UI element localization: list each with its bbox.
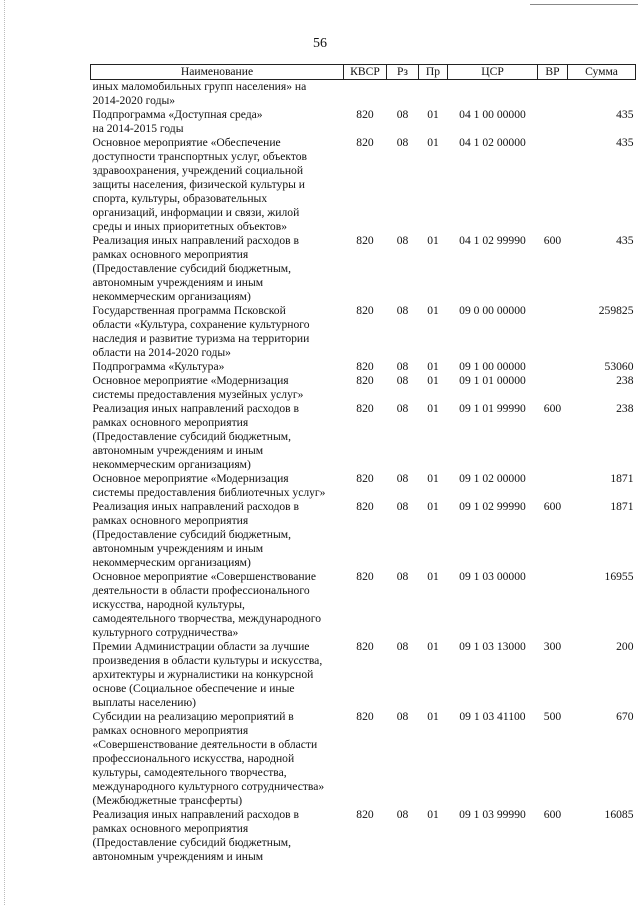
row-name-line: (Предоставление субсидий бюджетным, xyxy=(92,836,291,849)
row-kvsr-cell: 820 xyxy=(356,500,374,513)
row-sum-cell: 238 xyxy=(616,374,634,387)
row-name-cell xyxy=(91,570,344,640)
row-name-line: деятельности в области профессионального xyxy=(92,584,310,597)
row-csr-cell: 09 1 03 13000 xyxy=(459,640,526,653)
row-csr-cell xyxy=(448,80,538,109)
row-name-line: области на 2014-2020 годы» xyxy=(92,346,231,359)
row-vr-cell xyxy=(538,108,568,136)
row-name-line: основе (Социальное обеспечение и иные xyxy=(92,682,295,695)
table-row xyxy=(91,234,636,304)
row-sum-cell: 238 xyxy=(616,402,634,415)
row-csr-cell: 09 1 02 99990 xyxy=(459,500,526,513)
row-name-line: Реализация иных направлений расходов в xyxy=(92,500,299,513)
row-rz-cell: 08 xyxy=(396,500,409,513)
row-kvsr-cell: 820 xyxy=(356,640,374,653)
row-name-line: Реализация иных направлений расходов в xyxy=(92,808,299,821)
row-name-line: культурного сотрудничества» xyxy=(92,626,239,639)
row-pr-cell: 01 xyxy=(427,402,439,415)
table-row xyxy=(91,640,636,710)
row-name-line: Субсидии на реализацию мероприятий в xyxy=(92,710,294,723)
row-name-cell xyxy=(91,374,344,402)
row-name-line: профессионального искусства, народной xyxy=(92,752,295,765)
row-pr-cell: 01 xyxy=(427,710,439,723)
row-vr-cell xyxy=(538,570,568,640)
row-rz-cell: 08 xyxy=(396,402,409,415)
row-name-line: на 2014-2015 годы xyxy=(92,122,184,135)
row-csr-cell: 09 1 01 00000 xyxy=(459,374,526,387)
row-rz-cell xyxy=(387,80,419,109)
row-vr-cell: 600 xyxy=(543,234,562,247)
row-name-line: Основное мероприятие «Совершенствование xyxy=(92,570,316,583)
row-name-line: некоммерческим организациям) xyxy=(92,458,251,471)
page-number: 56 xyxy=(313,36,327,51)
row-name-line: рамках основного мероприятия xyxy=(92,514,249,527)
table-row xyxy=(91,710,636,808)
table-row xyxy=(91,402,636,472)
row-rz-cell: 08 xyxy=(396,570,409,583)
row-csr-cell: 04 1 02 99990 xyxy=(459,234,526,247)
row-kvsr-cell: 820 xyxy=(356,304,374,317)
row-name-line: автономным учреждениям и иным xyxy=(92,542,264,555)
row-kvsr-cell: 820 xyxy=(356,472,374,485)
row-name-line: Основное мероприятие «Обеспечение xyxy=(92,136,281,149)
row-pr-cell xyxy=(419,80,448,109)
row-name-line: самодеятельного творчества, международного xyxy=(92,612,322,625)
row-kvsr-cell xyxy=(344,80,387,109)
row-vr-cell xyxy=(538,374,568,402)
row-vr-cell xyxy=(538,136,568,234)
row-kvsr-cell: 820 xyxy=(356,108,374,121)
row-sum-cell: 53060 xyxy=(604,360,634,373)
header-csr: ЦСР xyxy=(448,65,538,80)
table-header-row xyxy=(91,65,636,80)
row-name-line: системы предоставления музейных услуг» xyxy=(92,388,304,401)
row-csr-cell: 09 1 02 00000 xyxy=(459,472,526,485)
row-sum-cell: 259825 xyxy=(598,304,634,317)
row-vr-cell: 600 xyxy=(543,808,562,821)
row-kvsr-cell: 820 xyxy=(356,234,374,247)
row-name-line: Реализация иных направлений расходов в xyxy=(92,234,299,247)
row-pr-cell: 01 xyxy=(427,360,439,373)
row-csr-cell: 09 1 00 00000 xyxy=(459,360,526,373)
row-name-line: культуры, самодеятельного творчества, xyxy=(92,766,287,779)
row-name-line: (Межбюджетные трансферты) xyxy=(92,794,243,807)
row-sum-cell: 200 xyxy=(616,640,634,653)
row-sum-cell: 1871 xyxy=(610,500,634,513)
row-name-line: (Предоставление субсидий бюджетным, xyxy=(92,528,291,541)
row-kvsr-cell: 820 xyxy=(356,570,374,583)
table-row xyxy=(91,500,636,570)
table-row xyxy=(91,80,636,109)
row-pr-cell: 01 xyxy=(427,374,439,387)
row-name-line: (Предоставление субсидий бюджетным, xyxy=(92,262,291,275)
row-name-line: рамках основного мероприятия xyxy=(92,822,249,835)
row-rz-cell: 08 xyxy=(396,136,409,149)
header-vr: ВР xyxy=(538,65,568,80)
row-pr-cell: 01 xyxy=(427,640,439,653)
row-name-line: международного культурного сотрудничества» xyxy=(92,780,325,793)
row-vr-cell: 600 xyxy=(543,402,562,415)
row-vr-cell xyxy=(538,80,568,109)
row-rz-cell: 08 xyxy=(396,360,409,373)
row-pr-cell: 01 xyxy=(427,570,439,583)
row-name-cell xyxy=(91,808,344,864)
row-pr-cell: 01 xyxy=(427,304,439,317)
header-name: Наименование xyxy=(91,65,344,80)
row-pr-cell: 01 xyxy=(427,136,439,149)
row-name-cell xyxy=(91,234,344,304)
row-rz-cell: 08 xyxy=(396,234,409,247)
row-csr-cell: 04 1 02 00000 xyxy=(459,136,526,149)
row-kvsr-cell: 820 xyxy=(356,402,374,415)
row-kvsr-cell: 820 xyxy=(356,136,374,149)
row-name-line: рамках основного мероприятия xyxy=(92,416,249,429)
row-name-line: области «Культура, сохранение культурного xyxy=(92,318,310,331)
row-pr-cell: 01 xyxy=(427,234,439,247)
row-name-line: автономным учреждениям и иным xyxy=(92,276,264,289)
table-row xyxy=(91,570,636,640)
row-name-line: иных маломобильных групп населения» на xyxy=(92,80,307,93)
row-name-cell xyxy=(91,402,344,472)
row-name-line: 2014-2020 годы» xyxy=(92,94,176,107)
row-sum-cell: 435 xyxy=(616,136,634,149)
row-name-cell xyxy=(91,640,344,710)
row-name-cell xyxy=(91,108,344,136)
row-sum-cell: 435 xyxy=(616,234,634,247)
budget-table xyxy=(90,64,636,864)
row-name-line: организаций, информации и связи, жилой xyxy=(92,206,300,219)
row-sum-cell: 435 xyxy=(616,108,634,121)
row-sum-cell: 16955 xyxy=(604,570,634,583)
row-pr-cell: 01 xyxy=(427,108,439,121)
row-name-line: Подпрограмма «Культура» xyxy=(92,360,225,373)
row-rz-cell: 08 xyxy=(396,640,409,653)
row-kvsr-cell: 820 xyxy=(356,374,374,387)
row-name-line: среды и иных приоритетных объектов» xyxy=(92,220,288,233)
table-row xyxy=(91,108,636,136)
row-vr-cell: 600 xyxy=(543,500,562,513)
row-csr-cell: 09 1 01 99990 xyxy=(459,402,526,415)
row-name-line: Реализация иных направлений расходов в xyxy=(92,402,299,415)
row-name-line: произведения в области культуры и искусства, xyxy=(92,654,323,667)
table-body xyxy=(91,80,636,865)
row-vr-cell: 300 xyxy=(543,640,562,653)
row-rz-cell: 08 xyxy=(396,374,409,387)
row-rz-cell: 08 xyxy=(396,808,409,821)
row-name-line: «Совершенствование деятельности в области xyxy=(92,738,318,751)
row-name-line: архитектуры и журналистики на конкурсной xyxy=(92,668,314,681)
row-kvsr-cell: 820 xyxy=(356,360,374,373)
row-name-cell xyxy=(91,304,344,360)
row-vr-cell xyxy=(538,304,568,360)
row-name-line: спорта, культуры, образовательных xyxy=(92,192,268,205)
row-csr-cell: 09 1 03 41100 xyxy=(459,710,526,723)
row-csr-cell: 09 1 03 99990 xyxy=(459,808,526,821)
table-row xyxy=(91,304,636,360)
top-edge-line xyxy=(530,4,638,5)
row-name-line: системы предоставления библиотечных услуг» xyxy=(92,486,326,499)
row-name-line: Государственная программа Псковской xyxy=(92,304,286,317)
row-name-line: здравоохранения, учреждений социальной xyxy=(92,164,304,177)
row-sum-cell: 16085 xyxy=(604,808,634,821)
row-pr-cell: 01 xyxy=(427,500,439,513)
row-name-line: искусства, народной культуры, xyxy=(92,598,245,611)
row-name-line: Подпрограмма «Доступная среда» xyxy=(92,108,263,121)
row-name-cell xyxy=(91,136,344,234)
table-row xyxy=(91,808,636,864)
row-rz-cell: 08 xyxy=(396,710,409,723)
row-vr-cell xyxy=(538,472,568,500)
row-name-line: доступности транспортных услуг, объектов xyxy=(92,150,308,163)
table-row xyxy=(91,374,636,402)
table-row xyxy=(91,472,636,500)
row-name-cell xyxy=(91,472,344,500)
row-name-line: выплаты населению) xyxy=(92,696,197,709)
row-sum-cell: 1871 xyxy=(610,472,634,485)
row-name-line: рамках основного мероприятия xyxy=(92,724,249,737)
row-name-line: некоммерческим организациям) xyxy=(92,290,251,303)
row-name-line: защиты населения, физической культуры и xyxy=(92,178,306,191)
row-name-cell xyxy=(91,500,344,570)
row-name-cell xyxy=(91,80,344,109)
header-sum: Сумма xyxy=(568,65,636,80)
row-sum-cell: 670 xyxy=(616,710,634,723)
row-name-cell xyxy=(91,710,344,808)
row-csr-cell: 09 0 00 00000 xyxy=(459,304,526,317)
row-kvsr-cell: 820 xyxy=(356,808,374,821)
row-name-line: рамках основного мероприятия xyxy=(92,248,249,261)
row-kvsr-cell: 820 xyxy=(356,710,374,723)
row-rz-cell: 08 xyxy=(396,304,409,317)
row-name-line: (Предоставление субсидий бюджетным, xyxy=(92,430,291,443)
row-name-line: Премии Администрации области за лучшие xyxy=(92,640,310,653)
row-name-line: автономным учреждениям и иным xyxy=(92,444,264,457)
scan-edge-dots xyxy=(4,0,5,905)
header-kvsr: КВСР xyxy=(344,65,387,80)
table-row xyxy=(91,360,636,374)
row-name-cell xyxy=(91,360,344,374)
row-vr-cell: 500 xyxy=(543,710,562,723)
table-row xyxy=(91,136,636,234)
row-rz-cell: 08 xyxy=(396,108,409,121)
row-vr-cell xyxy=(538,360,568,374)
header-pr: Пр xyxy=(419,65,448,80)
row-name-line: Основное мероприятие «Модернизация xyxy=(92,374,289,387)
row-pr-cell: 01 xyxy=(427,808,439,821)
row-sum-cell xyxy=(568,80,636,109)
header-rz: Рз xyxy=(387,65,419,80)
row-rz-cell: 08 xyxy=(396,472,409,485)
row-name-line: Основное мероприятие «Модернизация xyxy=(92,472,289,485)
row-name-line: автономным учреждениям и иным xyxy=(92,850,264,863)
row-csr-cell: 09 1 03 00000 xyxy=(459,570,526,583)
row-csr-cell: 04 1 00 00000 xyxy=(459,108,526,121)
row-name-line: наследия и развитие туризма на территории xyxy=(92,332,310,345)
row-pr-cell: 01 xyxy=(427,472,439,485)
row-name-line: некоммерческим организациям) xyxy=(92,556,251,569)
